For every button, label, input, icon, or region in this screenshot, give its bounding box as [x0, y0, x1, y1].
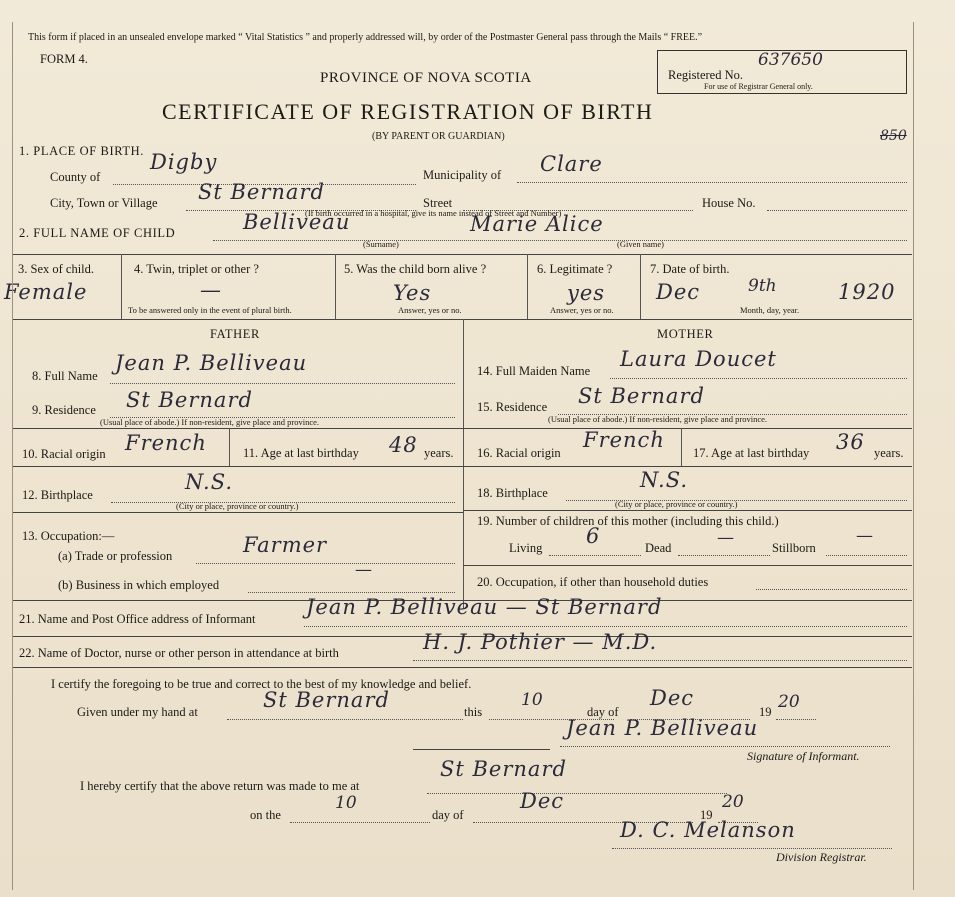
- father-name-value: Jean P. Belliveau: [115, 351, 308, 375]
- house-label: House No.: [702, 196, 756, 210]
- stillborn-label: Stillborn: [772, 541, 816, 555]
- province-heading: PROVINCE OF NOVA SCOTIA: [320, 70, 532, 86]
- informant-caption: Signature of Informant.: [747, 749, 860, 763]
- mother-racial-label: 16. Racial origin: [477, 446, 561, 460]
- stillborn-value: —: [856, 526, 873, 546]
- registered-number: 637650: [758, 50, 823, 70]
- legit-label: 6. Legitimate ?: [537, 262, 613, 276]
- living-label: Living: [509, 541, 543, 555]
- day-of-label: day of: [587, 705, 619, 719]
- mother-occupation-label: 20. Occupation, if other than household duties: [477, 575, 709, 589]
- city-label: City, Town or Village: [50, 196, 158, 210]
- alive-note: Answer, yes or no.: [398, 305, 462, 315]
- mother-name-label: 14. Full Maiden Name: [477, 364, 591, 378]
- legit-value: yes: [567, 281, 606, 305]
- twin-note: To be answered only in the event of plural birth.: [128, 305, 292, 315]
- dob-year: 1920: [838, 280, 896, 304]
- mother-residence-note: (Usual place of abode.) If non-resident, give place and province.: [548, 414, 768, 424]
- informant-value: Jean P. Belliveau — St Bernard: [306, 595, 663, 619]
- county-label: County of: [50, 170, 101, 184]
- given-label: Given under my hand at: [77, 705, 198, 719]
- hospital-note: (If birth occurred in a hospital, give its name instead of Street and Number): [305, 208, 562, 218]
- this-label: this: [464, 705, 483, 719]
- registrar-month: Dec: [520, 789, 565, 813]
- postal-notice: This form if placed in an unsealed envelope marked “ Vital Statistics ” and properly addressed will, by order of the Postmaster General pass through the Mails “ FREE.”: [28, 32, 703, 43]
- alive-value: Yes: [393, 281, 432, 305]
- father-business-label: (b) Business in which employed: [58, 578, 220, 592]
- legit-note: Answer, yes or no.: [550, 305, 614, 315]
- city-value: St Bernard: [198, 180, 325, 204]
- father-trade-label: (a) Trade or profession: [58, 549, 173, 563]
- father-name-label: 8. Full Name: [32, 369, 98, 383]
- father-business-value: —: [355, 560, 372, 580]
- cert-month: Dec: [650, 686, 695, 710]
- certify-text: I certify the foregoing to be true and correct to the best of my knowledge and belief.: [51, 677, 472, 691]
- mother-age-value: 36: [836, 430, 865, 454]
- father-birthplace-value: N.S.: [185, 470, 234, 494]
- cert-day: 10: [521, 690, 543, 710]
- cert-year-prefix: 19: [759, 705, 772, 719]
- father-racial-value: French: [125, 431, 207, 455]
- municipality-label: Municipality of: [423, 168, 502, 182]
- dob-note: Month, day, year.: [740, 305, 800, 315]
- dob-month: Dec: [656, 280, 701, 304]
- father-years-label: years.: [424, 446, 454, 460]
- struck-number: 850: [880, 128, 907, 144]
- registrar-signature: D. C. Melanson: [620, 818, 796, 842]
- form-number: FORM 4.: [40, 52, 88, 66]
- informant-signature: Jean P. Belliveau: [566, 716, 759, 740]
- registrar-day-of-label: day of: [432, 808, 464, 822]
- given-place: St Bernard: [263, 688, 390, 712]
- father-residence-note: (Usual place of abode.) If non-resident, give place and province.: [100, 417, 320, 427]
- mother-residence-label: 15. Residence: [477, 400, 548, 414]
- registrar-day: 10: [335, 793, 357, 813]
- dead-label: Dead: [645, 541, 672, 555]
- mother-years-label: years.: [874, 446, 904, 460]
- sex-value: Female: [4, 280, 88, 304]
- mother-birthplace-note: (City or place, province or country.): [615, 499, 738, 509]
- dob-label: 7. Date of birth.: [650, 262, 730, 276]
- street-label: Street: [423, 196, 453, 210]
- child-given-name: Marie Alice: [470, 212, 604, 236]
- father-residence-label: 9. Residence: [32, 403, 96, 417]
- father-occupation-label: 13. Occupation:—: [22, 529, 115, 543]
- municipality-value: Clare: [540, 152, 603, 176]
- mother-children-label: 19. Number of children of this mother (including this child.): [477, 514, 779, 528]
- doctor-label: 22. Name of Doctor, nurse or other person in attendance at birth: [19, 646, 339, 660]
- living-value: 6: [586, 524, 601, 548]
- mother-birthplace-label: 18. Birthplace: [477, 486, 548, 500]
- mother-name-value: Laura Doucet: [620, 347, 777, 371]
- county-value: Digby: [150, 150, 218, 174]
- registrar-place: St Bernard: [440, 757, 567, 781]
- mother-age-label: 17. Age at last birthday: [693, 446, 810, 460]
- father-age-value: 48: [389, 433, 418, 457]
- mother-racial-value: French: [583, 428, 665, 452]
- mother-residence-value: St Bernard: [578, 384, 705, 408]
- on-the-label: on the: [250, 808, 281, 822]
- informant-label: 21. Name and Post Office address of Informant: [19, 612, 256, 626]
- father-birthplace-label: 12. Birthplace: [22, 488, 93, 502]
- father-trade-value: Farmer: [243, 533, 328, 557]
- dob-day: 9th: [748, 276, 777, 296]
- mother-birthplace-value: N.S.: [640, 468, 689, 492]
- registrar-caption: Division Registrar.: [776, 850, 867, 864]
- place-of-birth-label: 1. PLACE OF BIRTH.: [19, 144, 144, 158]
- surname-caption: (Surname): [363, 239, 399, 249]
- child-name-label: 2. FULL NAME OF CHILD: [19, 226, 176, 240]
- registrar-year: 20: [722, 792, 744, 812]
- registered-label: Registered No.: [668, 68, 743, 82]
- father-racial-label: 10. Racial origin: [22, 447, 106, 461]
- certificate-subtitle: (BY PARENT OR GUARDIAN): [372, 131, 505, 142]
- registrar-note: For use of Registrar General only.: [704, 82, 813, 91]
- certificate-title: CERTIFICATE OF REGISTRATION OF BIRTH: [162, 99, 654, 124]
- dead-value: —: [717, 528, 734, 548]
- father-age-label: 11. Age at last birthday: [243, 446, 359, 460]
- form-border: [12, 22, 914, 890]
- father-residence-value: St Bernard: [126, 388, 253, 412]
- registrar-certify-text: I hereby certify that the above return was made to me at: [80, 779, 360, 793]
- father-heading: FATHER: [210, 327, 260, 341]
- sex-label: 3. Sex of child.: [18, 262, 95, 276]
- father-birthplace-note: (City or place, province or country.): [176, 501, 299, 511]
- registrar-year-prefix: 19: [700, 808, 713, 822]
- twin-label: 4. Twin, triplet or other ?: [134, 262, 259, 276]
- twin-value: —: [200, 278, 222, 302]
- cert-year: 20: [778, 692, 800, 712]
- doctor-value: H. J. Pothier — M.D.: [423, 630, 658, 654]
- alive-label: 5. Was the child born alive ?: [344, 262, 487, 276]
- child-surname: Belliveau: [243, 210, 351, 234]
- mother-heading: MOTHER: [657, 327, 714, 341]
- given-caption: (Given name): [617, 239, 664, 249]
